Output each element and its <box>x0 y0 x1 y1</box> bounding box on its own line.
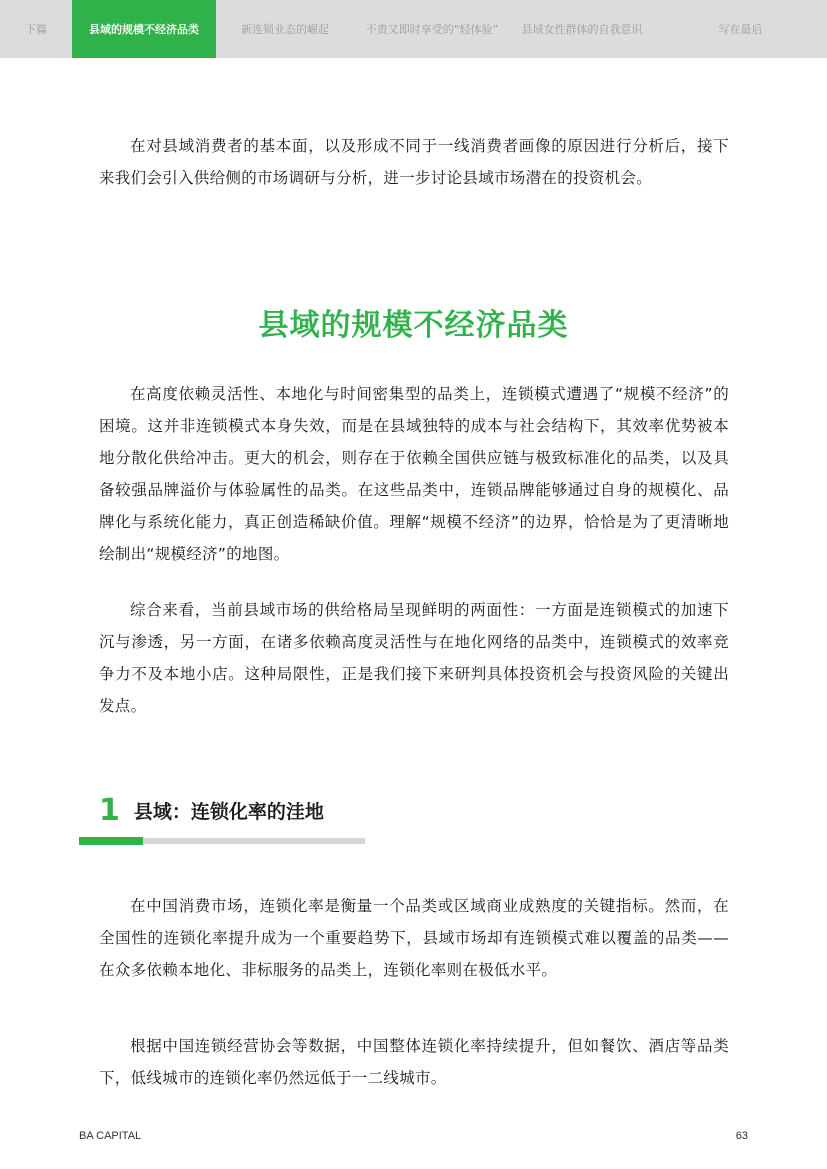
page-number: 63 <box>735 1130 748 1142</box>
tab-new-chain-formats[interactable]: 新连锁业态的崛起 <box>241 23 329 36</box>
subsection-paragraph-2: 根据中国连锁经营协会等数据，中国整体连锁化率持续提升，但如餐饮、酒店等品类下，低线城市的连锁化率仍然远低于一二线城市。 <box>99 1037 729 1087</box>
subsection-underline-accent <box>79 837 143 845</box>
section-paragraph-1: 在高度依赖灵活性、本地化与时间密集型的品类上，连锁模式遭遇了“规模不经济”的困境。这并非连锁模式本身失效，而是在县域独特的成本与社会结构下，其效率优势被本地分散化供给冲击。更大的机会，则存在于依赖全国供应链与极致标准化的品类，以及具备较强品牌溢价与体验属性的品类。在这些品类中，连锁品牌能够通过自身的规模化、品牌化与系统化能力，真正创造稀缺价值。理解“规模不经济”的边界，恰恰是为了更清晰地绘制出“规模经济”的地图。 <box>99 385 729 563</box>
tab-afterword[interactable]: 写在最后 <box>718 23 763 36</box>
tab-light-experience[interactable]: 不贵又即时享受的“轻体验” <box>365 23 499 36</box>
intro-paragraph: 在对县域消费者的基本面，以及形成不同于一线消费者画像的原因进行分析后，接下来我们会引入供给侧的市场调研与分析，进一步讨论县域市场潜在的投资机会。 <box>99 137 729 187</box>
section-title: 县域的规模不经济品类 <box>258 308 569 343</box>
tab-scale-diseconomy-categories[interactable]: 县域的规模不经济品类 <box>72 0 216 58</box>
subsection-heading <box>99 790 324 830</box>
section-paragraph-2: 综合来看，当前县域市场的供给格局呈现鲜明的两面性：一方面是连锁模式的加速下沉与渗透，另一方面，在诸多依赖高度灵活性与在地化网络的品类中，连锁模式的效率竞争力不及本地小店。这种局限性，正是我们接下来研判具体投资机会与投资风险的关键出发点。 <box>99 601 729 715</box>
tab-part-two[interactable]: 下篇 <box>25 23 47 36</box>
footer-brand: BA CAPITAL <box>79 1130 142 1142</box>
top-navigation <box>0 0 827 58</box>
tab-female-self-awareness[interactable]: 县域女性群体的自我意识 <box>521 23 643 36</box>
subsection-paragraph-1: 在中国消费市场，连锁化率是衡量一个品类或区域商业成熟度的关键指标。然而，在全国性的连锁化率提升成为一个重要趋势下，县域市场却有连锁模式难以覆盖的品类——在众多依赖本地化、非标服务的品类上，连锁化率则在极低水平。 <box>99 897 729 979</box>
subsection-number: 1 <box>99 792 120 828</box>
subsection-title: 县域：连锁化率的洼地 <box>133 800 324 823</box>
